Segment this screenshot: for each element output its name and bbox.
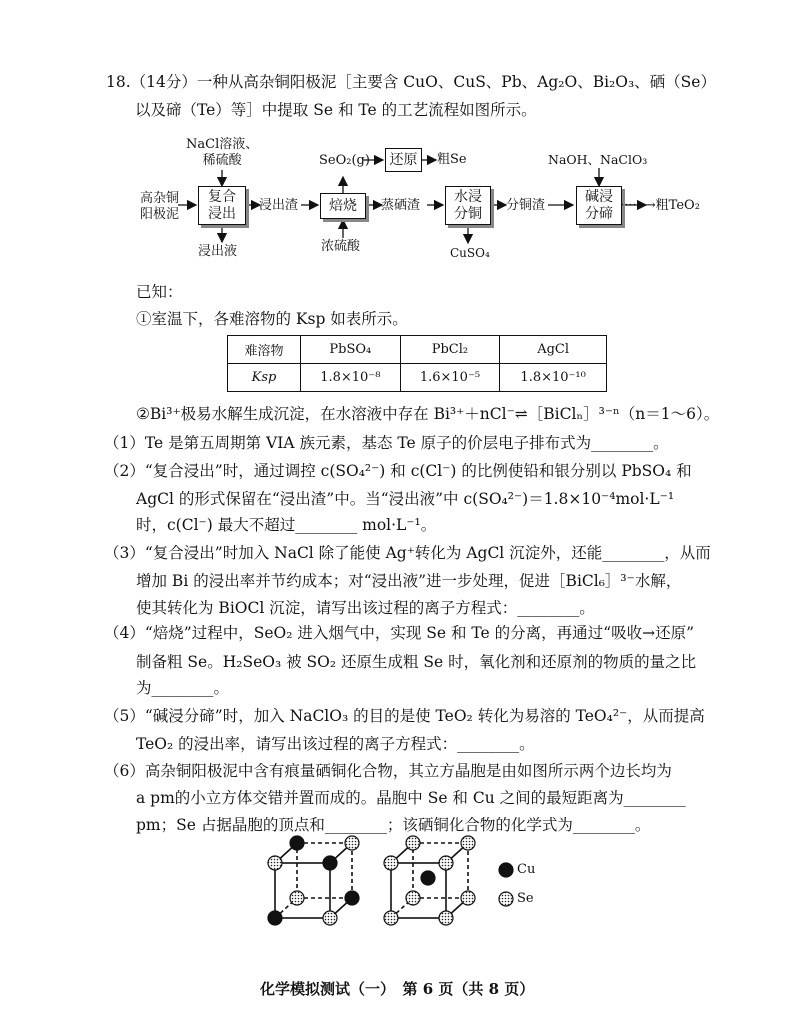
- known-item2: ②Bi³⁺极易水解生成沉淀，在水溶液中存在 Bi³⁺＋nCl⁻⇌［BiClₙ］³⁻ⁿ（n＝1～6）。: [136, 405, 720, 423]
- subquestion-3-line3: 使其转化为 BiOCl 沉淀，请写出该过程的离子方程式：________。: [136, 599, 595, 617]
- ksp-header-cell: 难溶物: [228, 336, 301, 364]
- ksp-value-cell: 1.8×10⁻¹⁰: [500, 364, 607, 392]
- arrow3-label: 分铜渣: [506, 198, 546, 213]
- arrow1-label: 浸出渣: [259, 198, 299, 213]
- leach-liquor-label: 浸出液: [198, 244, 238, 259]
- flow-end-label: ······→粗TeO₂: [620, 198, 700, 213]
- subquestion-3-line2: 增加 Bi 的浸出率并节约成本；对“浸出液”进一步处理，促进［BiCl₆］³⁻水解，: [136, 572, 682, 590]
- box1-label-line1: 复合: [208, 188, 236, 205]
- subquestion-3-line1: （3）“复合浸出”时加入 NaCl 除了能使 Ag⁺转化为 AgCl 沉淀外，还能________，从而: [104, 544, 711, 562]
- ksp-value-cell: 1.8×10⁻⁸: [301, 364, 401, 392]
- process-box-reduction: 还原: [385, 148, 422, 172]
- subquestion-4-line1: （4）“焙烧”过程中，SeO₂ 进入烟气中，实现 Se 和 Te 的分离，再通过“吸收→还原”: [104, 624, 694, 642]
- box4-reagents: NaOH、NaClO₃: [548, 152, 648, 167]
- cuso4-label: CuSO₄: [450, 246, 490, 260]
- ksp-header-cell: PbSO₄: [301, 336, 401, 364]
- box1-label-line2: 浸出: [208, 205, 236, 222]
- box3-label-line1: 水浸: [454, 188, 482, 205]
- crude-se-label: 粗Se: [437, 152, 467, 167]
- ksp-header-cell: PbCl₂: [400, 336, 500, 364]
- subquestion-4-line2: 制备粗 Se。H₂SeO₃ 被 SO₂ 还原生成粗 Se 时，氧化剂和还原剂的物质的量之比: [136, 653, 697, 671]
- known-item1: ①室温下，各难溶物的 Ksp 如表所示。: [136, 310, 408, 328]
- arrow2-label: 蒸硒渣: [381, 198, 421, 213]
- subquestion-6-line1: （6）高杂铜阳极泥中含有痕量硒铜化合物，其立方晶胞是由如图所示两个边长均为: [104, 762, 672, 780]
- legend-se-label: Se: [517, 891, 534, 906]
- seo2-gas-label: SeO₂(g): [319, 153, 370, 168]
- question-header-line2: 以及碲（Te）等］中提取 Se 和 Te 的工艺流程如图所示。: [135, 101, 537, 119]
- process-box-roasting: 焙烧: [320, 193, 366, 219]
- known-title: 已知：: [136, 283, 183, 301]
- box4-label-line1: 碱浸: [585, 188, 613, 205]
- box1-reagent-line2: 稀硫酸: [202, 153, 242, 168]
- subquestion-2-line1: （2）“复合浸出”时，通过调控 c(SO₄²⁻) 和 c(Cl⁻) 的比例使铅和银分别以 PbSO₄ 和: [104, 462, 692, 480]
- subquestion-2-line2: AgCl 的形式保留在“浸出渣”中。当“浸出液”中 c(SO₄²⁻)＝1.8×10⁻⁴mol·L⁻¹: [136, 490, 675, 508]
- box4-label-line2: 分碲: [585, 205, 613, 222]
- subquestion-5-line2: TeO₂ 的浸出率，请写出该过程的离子方程式：________。: [136, 735, 535, 753]
- ksp-row-label: Ksp: [228, 364, 301, 392]
- box3-label-line2: 分铜: [454, 205, 482, 222]
- subquestion-1: （1）Te 是第五周期第 VIA 族元素，基态 Te 原子的价层电子排布式为________。: [104, 434, 669, 452]
- subquestion-5-line1: （5）“碱浸分碲”时，加入 NaClO₃ 的目的是使 TeO₂ 转化为易溶的 TeO₄²⁻，从而提高: [104, 707, 705, 725]
- start-material-line2: 阳极泥: [140, 207, 180, 222]
- subquestion-6-line2: a pm的小立方体交错并置而成的。晶胞中 Se 和 Cu 之间的最短距离为________: [136, 789, 686, 807]
- start-material-line1: 高杂铜: [140, 191, 180, 206]
- page-footer: 化学模拟测试（一） 第 6 页（共 8 页）: [260, 980, 535, 998]
- subquestion-4-line3: 为________。: [136, 679, 230, 697]
- conc-sulfuric-label: 浓硫酸: [321, 239, 361, 254]
- legend-cu-label: Cu: [517, 862, 536, 877]
- box1-reagent-line1: NaCl溶液、: [186, 137, 259, 152]
- subquestion-6-line3: pm；Se 占据晶胞的顶点和________；该硒铜化合物的化学式为________。: [136, 816, 651, 834]
- question-header-line1: 18.（14分）一种从高杂铜阳极泥［主要含 CuO、CuS、Pb、Ag₂O、Bi₂O₃、硒（Se）: [106, 73, 716, 91]
- ksp-header-cell: AgCl: [500, 336, 607, 364]
- ksp-value-cell: 1.6×10⁻⁵: [400, 364, 500, 392]
- subquestion-2-line3: 时，c(Cl⁻) 最大不超过________ mol·L⁻¹。: [136, 516, 437, 534]
